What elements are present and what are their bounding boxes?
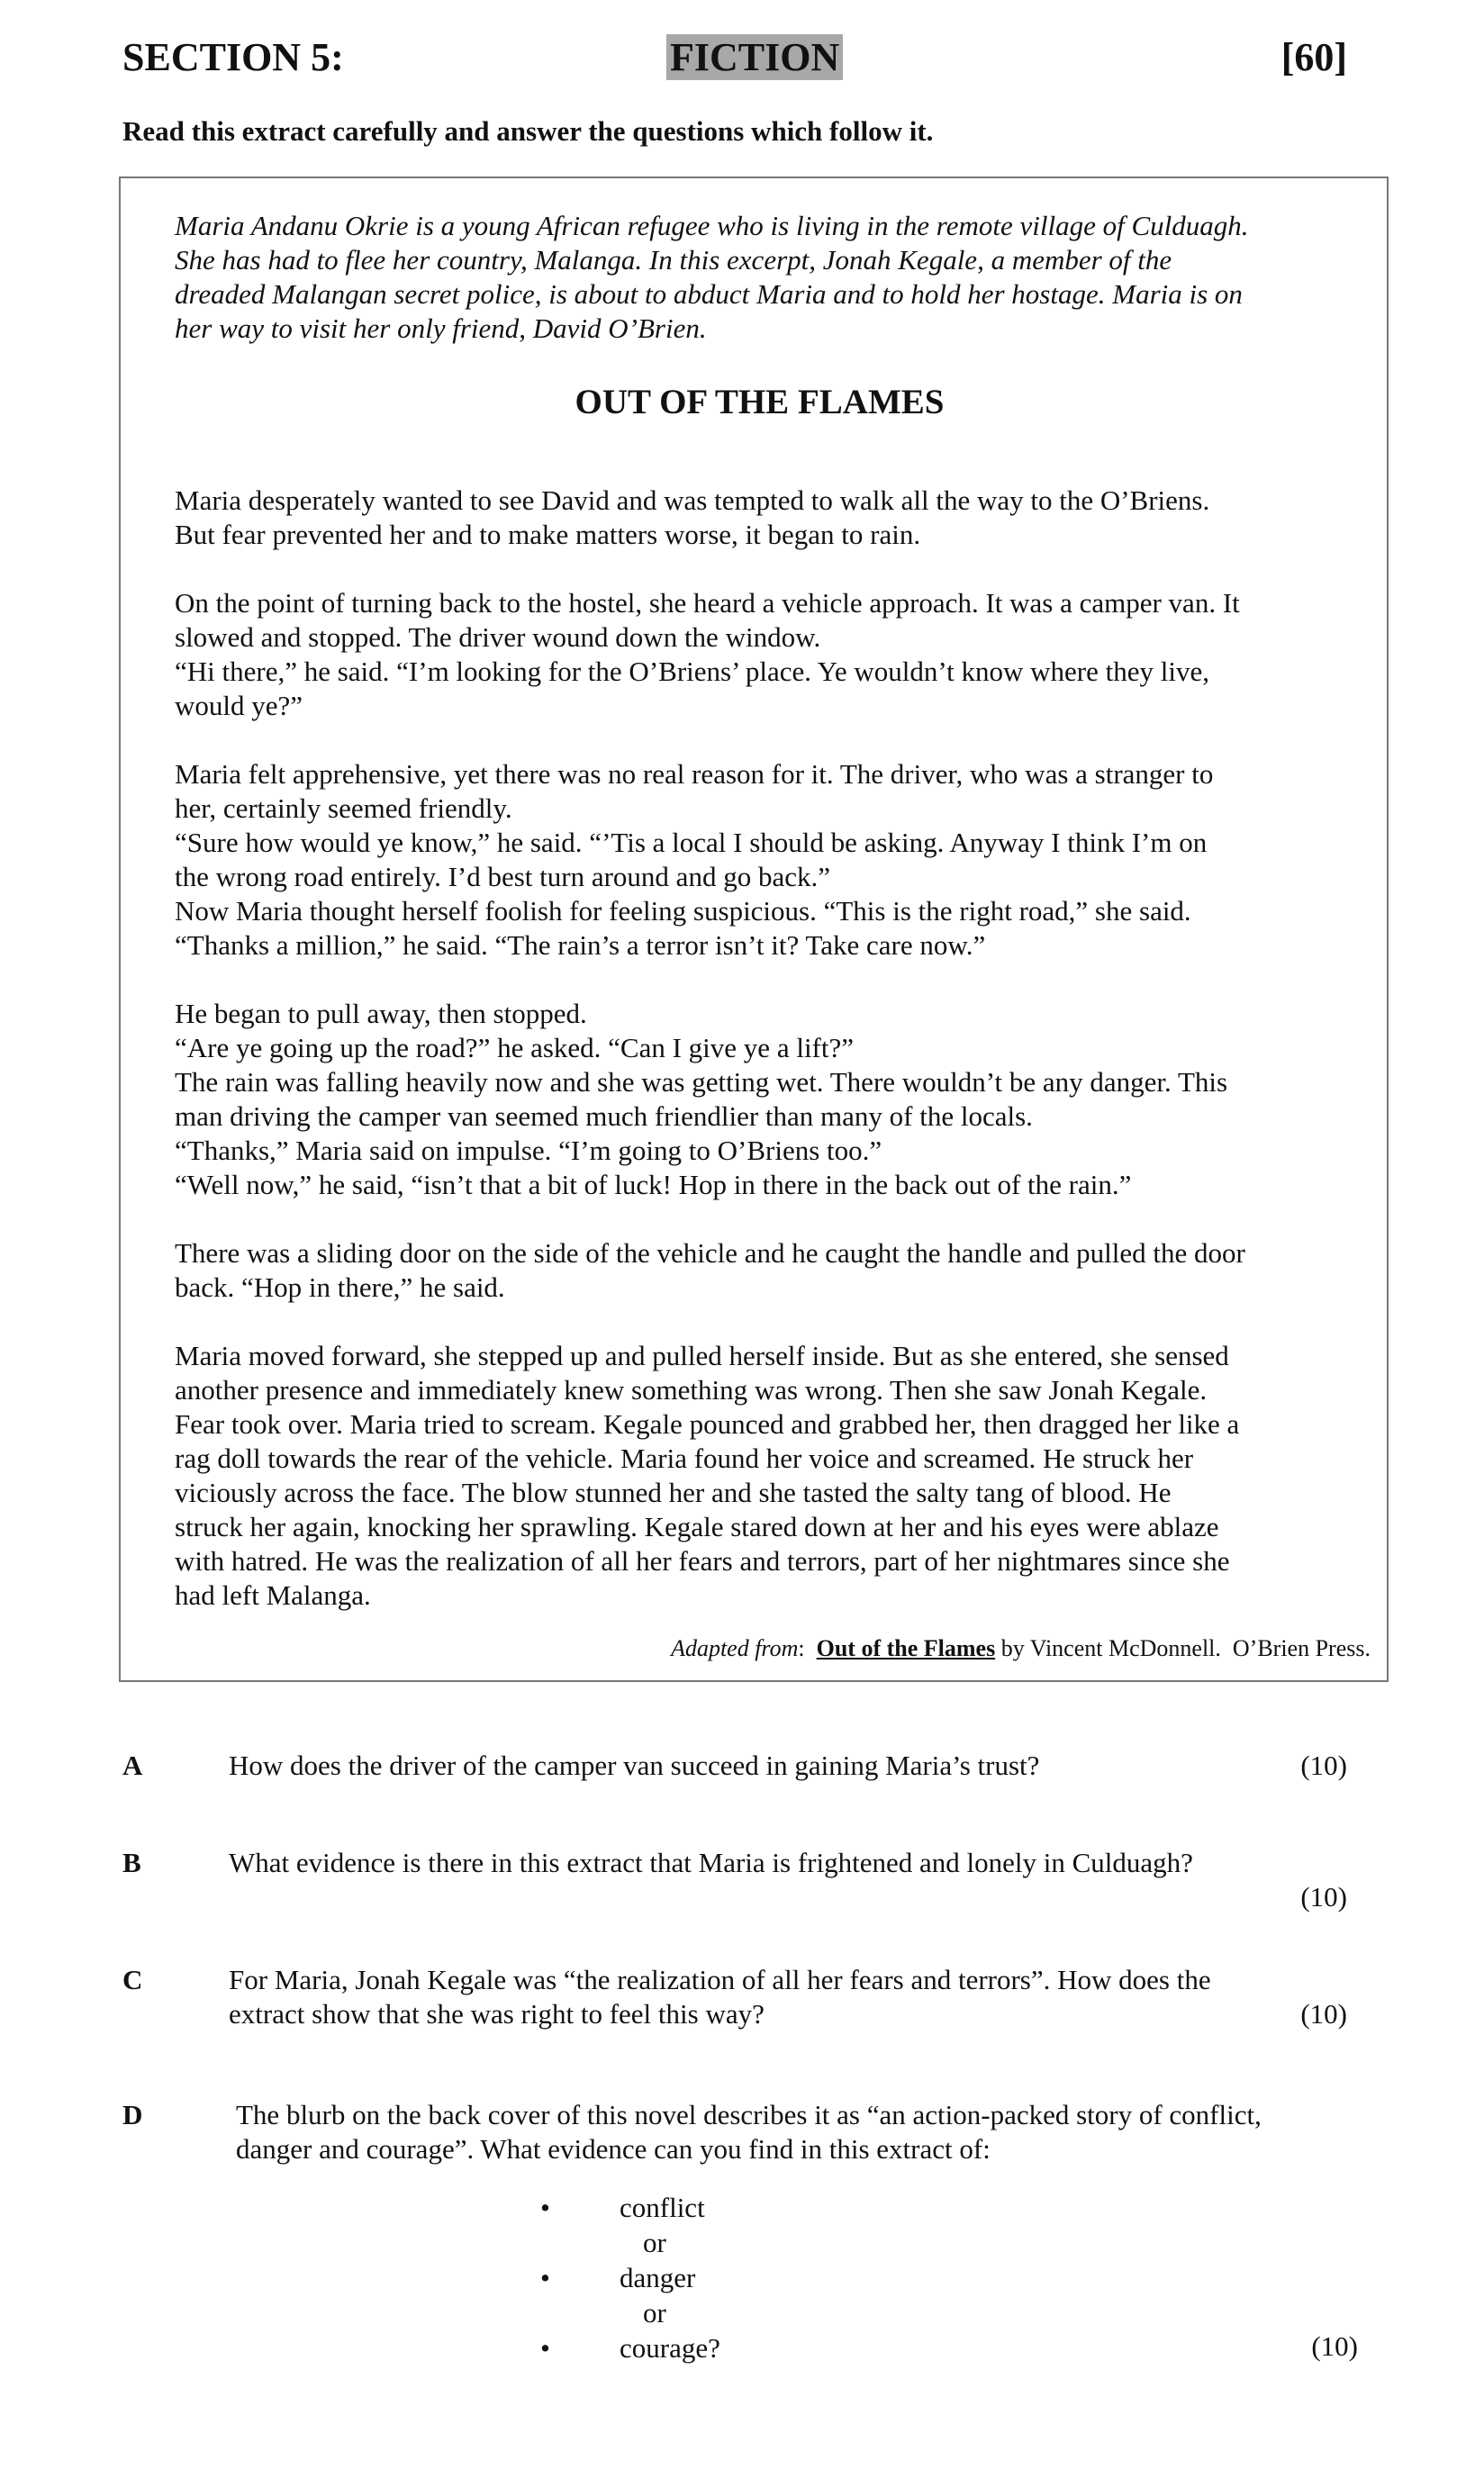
source-book-title: Out of the Flames [816,1635,996,1661]
passage-line: The rain was falling heavily now and she was getting wet. There wouldn’t be any danger. This [175,1066,1228,1098]
passage-line: viciously across the face. The blow stunned her and she tasted the salty tang of blood. He [175,1477,1172,1508]
passage-line: would ye?” [175,690,303,721]
passage-line: her, certainly seemed friendly. [175,792,512,824]
paragraph [175,997,1345,1202]
question-marks: (10) [1300,1881,1347,1913]
question-line: danger and courage”. What evidence can you find in this extract of: [236,2133,991,2165]
section-header [122,34,1347,88]
source-suffix: by Vincent McDonnell. O’Brien Press. [995,1635,1371,1661]
question-d [122,2098,1365,2170]
source-colon: : [798,1635,805,1661]
passage-line: Now Maria thought herself foolish for feeling suspicious. “This is the right road,” she said. [175,895,1191,927]
passage-line: man driving the camper van seemed much friendlier than many of the locals. [175,1100,1033,1132]
passage-line: Maria felt apprehensive, yet there was no real reason for it. The driver, who was a stranger to [175,758,1214,790]
intro-line: dreaded Malangan secret police, is about to abduct Maria and to hold her hostage. Maria is on [175,278,1243,310]
paragraph [175,1339,1345,1613]
question-line: The blurb on the back cover of this novel describes it as “an action-packed story of conflict, [236,2099,1262,2130]
passage-line: back. “Hop in there,” he said. [175,1271,505,1303]
section-marks: [60] [1280,35,1347,79]
extract-passage [175,484,1345,1647]
question-a [122,1749,1365,1785]
bullet-text: danger [620,2262,696,2293]
passage-line: slowed and stopped. The driver wound down the window. [175,621,821,653]
question-letter: A [122,1750,143,1781]
question-letter: D [122,2099,143,2130]
bullet-icon: • [540,2192,550,2223]
passage-line: had left Malanga. [175,1579,371,1611]
passage-line: “Thanks,” Maria said on impulse. “I’m going to O’Briens too.” [175,1135,882,1166]
intro-line: her way to visit her only friend, David O’Brien. [175,312,707,344]
question-line: extract show that she was right to feel this way? [229,1998,765,2030]
section-title: FICTION [666,34,843,80]
question-c [122,1963,1365,2035]
passage-line: But fear prevented her and to make matters worse, it began to rain. [175,519,921,550]
bullet-icon: • [540,2262,550,2293]
passage-line: Fear took over. Maria tried to scream. Kegale pounced and grabbed her, then dragged her like a [175,1408,1240,1440]
instruction: Read this extract carefully and answer the questions which follow it. [122,115,934,147]
question-letter: C [122,1964,143,1995]
passage-line: another presence and immediately knew something was wrong. Then she saw Jonah Kegale. [175,1374,1208,1406]
paragraph [175,484,1345,552]
passage-line: “Are ye going up the road?” he asked. “Can I give ye a lift?” [175,1032,855,1063]
extract-title: OUT OF THE FLAMES [575,383,945,421]
source-citation [671,1635,1371,1662]
passage-line: “Hi there,” he said. “I’m looking for the O’Briens’ place. Ye wouldn’t know where they live, [175,656,1209,687]
intro-line: Maria Andanu Okrie is a young African refugee who is living in the remote village of Culduagh. [175,210,1249,241]
paragraph [175,586,1345,723]
passage-line: “Sure how would ye know,” he said. “’Tis a local I should be asking. Anyway I think I’m on [175,827,1208,858]
question-text [229,1963,1255,2031]
passage-line: There was a sliding door on the side of the vehicle and he caught the handle and pulled the door [175,1237,1245,1269]
passage-line: rag doll towards the rear of the vehicle. Maria found her voice and screamed. He struck her [175,1442,1194,1474]
passage-line: “Thanks a million,” he said. “The rain’s a terror isn’t it? Take care now.” [175,929,986,961]
section-label: SECTION 5: [122,35,344,79]
passage-line: Maria desperately wanted to see David and was tempted to walk all the way to the O’Briens. [175,484,1210,516]
question-text [229,1749,1255,1783]
question-line: What evidence is there in this extract that Maria is frightened and lonely in Culduagh? [229,1847,1193,1878]
passage-line: On the point of turning back to the hostel, she heard a vehicle approach. It was a camper van. It [175,587,1240,619]
passage-line: the wrong road entirely. I’d best turn around and go back.” [175,861,830,892]
passage-line: He began to pull away, then stopped. [175,998,587,1029]
question-line: How does the driver of the camper van succeed in gaining Maria’s trust? [229,1750,1040,1781]
extract-intro [175,209,1345,346]
question-letter: B [122,1847,141,1878]
question-b [122,1846,1365,1918]
bullet-text: courage? [620,2332,720,2364]
paragraph [175,757,1345,963]
question-text [236,2098,1262,2166]
question-line: For Maria, Jonah Kegale was “the realization of all her fears and terrors”. How does the [229,1964,1211,1995]
passage-line: “Well now,” he said, “isn’t that a bit of luck! Hop in there in the back out of the rain.” [175,1169,1132,1200]
intro-line: She has had to flee her country, Malanga. In this excerpt, Jonah Kegale, a member of the [175,244,1172,276]
question-marks: (10) [1300,1998,1347,2030]
question-marks: (10) [1300,1750,1347,1781]
bullet-icon: • [540,2332,550,2364]
bullet-text: conflict [620,2192,705,2223]
question-marks: (10) [1311,2330,1358,2362]
passage-line: struck her again, knocking her sprawling. Kegale stared down at her and his eyes were ablaze [175,1511,1219,1542]
source-prefix: Adapted from [671,1635,799,1661]
passage-line: Maria moved forward, she stepped up and pulled herself inside. But as she entered, she sensed [175,1340,1229,1371]
question-text [229,1846,1255,1880]
paragraph [175,1236,1345,1305]
passage-line: with hatred. He was the realization of all her fears and terrors, part of her nightmares since she [175,1545,1230,1577]
